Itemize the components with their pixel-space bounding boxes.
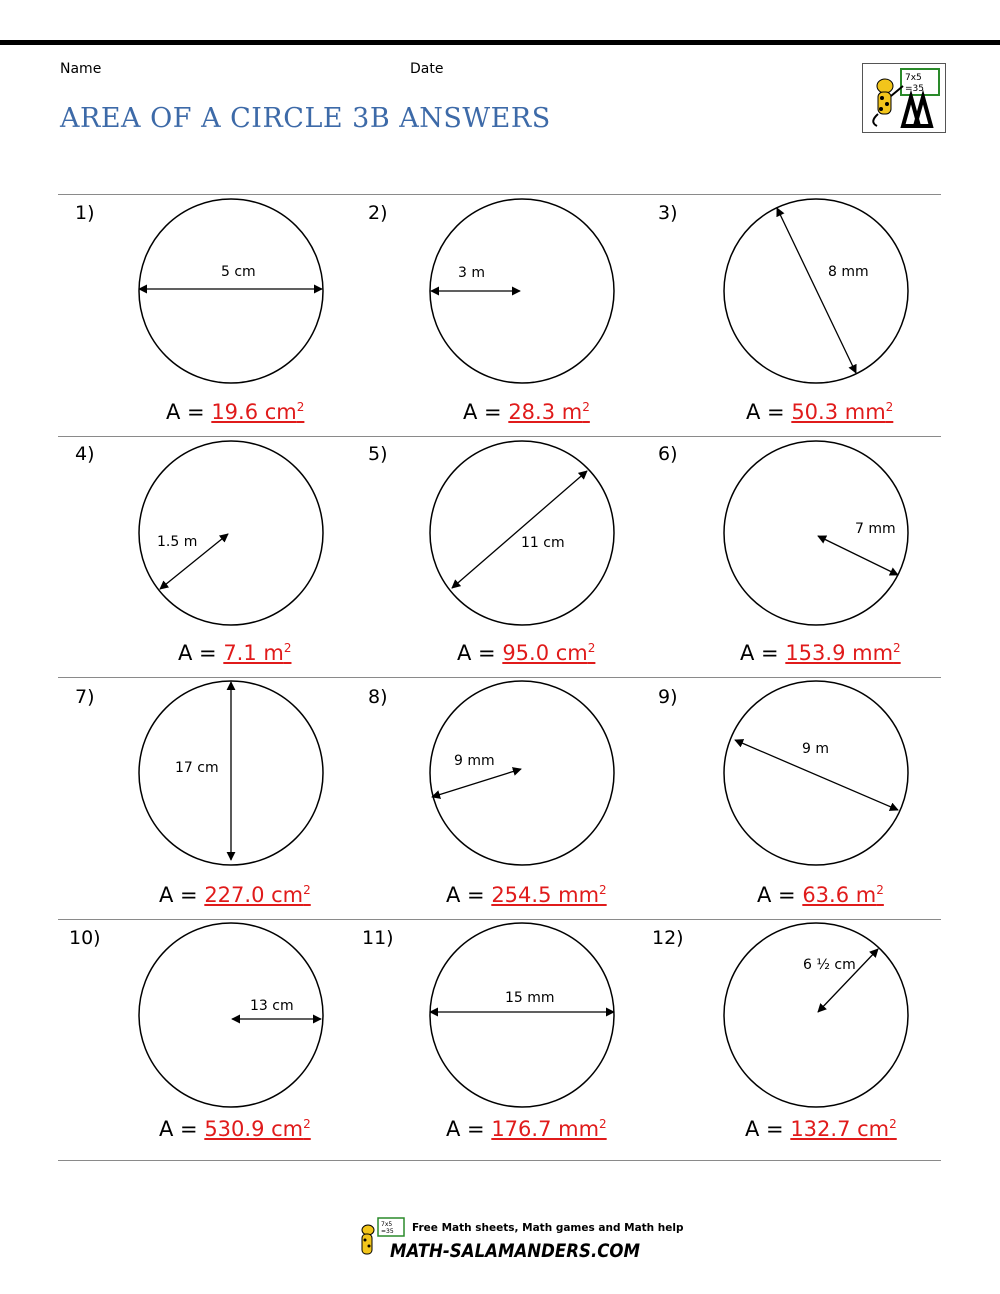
diameter-arrow-5 — [452, 471, 587, 588]
measure-label: 9 m — [802, 741, 829, 757]
circle-3 — [724, 199, 908, 383]
answer: A = 19.6 $cm^2$ — [166, 400, 305, 424]
circle-9 — [724, 681, 908, 865]
problem-number: 11) — [362, 927, 394, 949]
radius-arrow-8 — [432, 769, 521, 797]
circle-4 — [139, 441, 323, 625]
answer: A = 50.3 $mm^2$ — [746, 400, 894, 424]
circle-1 — [139, 199, 323, 383]
footer-logo — [350, 1214, 684, 1274]
problem-number: 8) — [368, 686, 388, 708]
svg-text:=35: =35 — [905, 84, 924, 94]
problem-number: 12) — [652, 927, 684, 949]
problem-number: 1) — [75, 202, 95, 224]
diameter-arrow-3 — [777, 208, 856, 373]
circle-10 — [139, 923, 323, 1107]
measure-label: 13 cm — [250, 998, 294, 1014]
svg-text:=35: =35 — [381, 1228, 394, 1235]
circle-8 — [430, 681, 614, 865]
problem-number: 6) — [658, 443, 678, 465]
measure-label: 5 cm — [221, 264, 256, 280]
answer: A = 28.3 $m^2$ — [463, 400, 590, 424]
measure-label: 17 cm — [175, 760, 219, 776]
problem-number: 9) — [658, 686, 678, 708]
answer: A = 176.7 $mm^2$ — [446, 1117, 607, 1141]
answer: A = 254.5 $mm^2$ — [446, 883, 607, 907]
name-label: Name — [60, 61, 102, 77]
measure-label: 11 cm — [521, 535, 565, 551]
footer-tagline: Free Math sheets, Math games and Math help — [412, 1222, 684, 1234]
page-title: AREA OF A CIRCLE 3B ANSWERS — [60, 103, 551, 134]
problem-number: 2) — [368, 202, 388, 224]
circle-5 — [430, 441, 614, 625]
answer: A = 63.6 $m^2$ — [757, 883, 884, 907]
measure-label: 1.5 m — [157, 534, 198, 550]
footer-site: MATH-SALAMANDERS.COM — [390, 1240, 641, 1262]
measure-label: 9 mm — [454, 753, 495, 769]
problem-number: 4) — [75, 443, 95, 465]
circle-11 — [430, 923, 614, 1107]
measure-label: 3 m — [458, 265, 485, 281]
problem-number: 3) — [658, 202, 678, 224]
answer: A = 132.7 $cm^2$ — [745, 1117, 897, 1141]
problem-number: 5) — [368, 443, 388, 465]
answer: A = 227.0 $cm^2$ — [159, 883, 311, 907]
problem-number: 10) — [69, 927, 101, 949]
answer: A = 153.9 $mm^2$ — [740, 641, 901, 665]
answer: A = 530.9 $cm^2$ — [159, 1117, 311, 1141]
measure-label: 7 mm — [855, 521, 896, 537]
svg-text:7x5: 7x5 — [381, 1221, 393, 1228]
answer: A = 7.1 $m^2$ — [178, 641, 292, 665]
circle-12 — [724, 923, 908, 1107]
problem-number: 7) — [75, 686, 95, 708]
measure-label: 6 ½ cm — [803, 957, 856, 973]
measure-label: 15 mm — [505, 990, 555, 1006]
answer: A = 95.0 $cm^2$ — [457, 641, 596, 665]
radius-arrow-6 — [818, 536, 898, 575]
svg-text:7x5: 7x5 — [905, 73, 922, 83]
date-label: Date — [410, 61, 444, 77]
measure-label: 8 mm — [828, 264, 869, 280]
